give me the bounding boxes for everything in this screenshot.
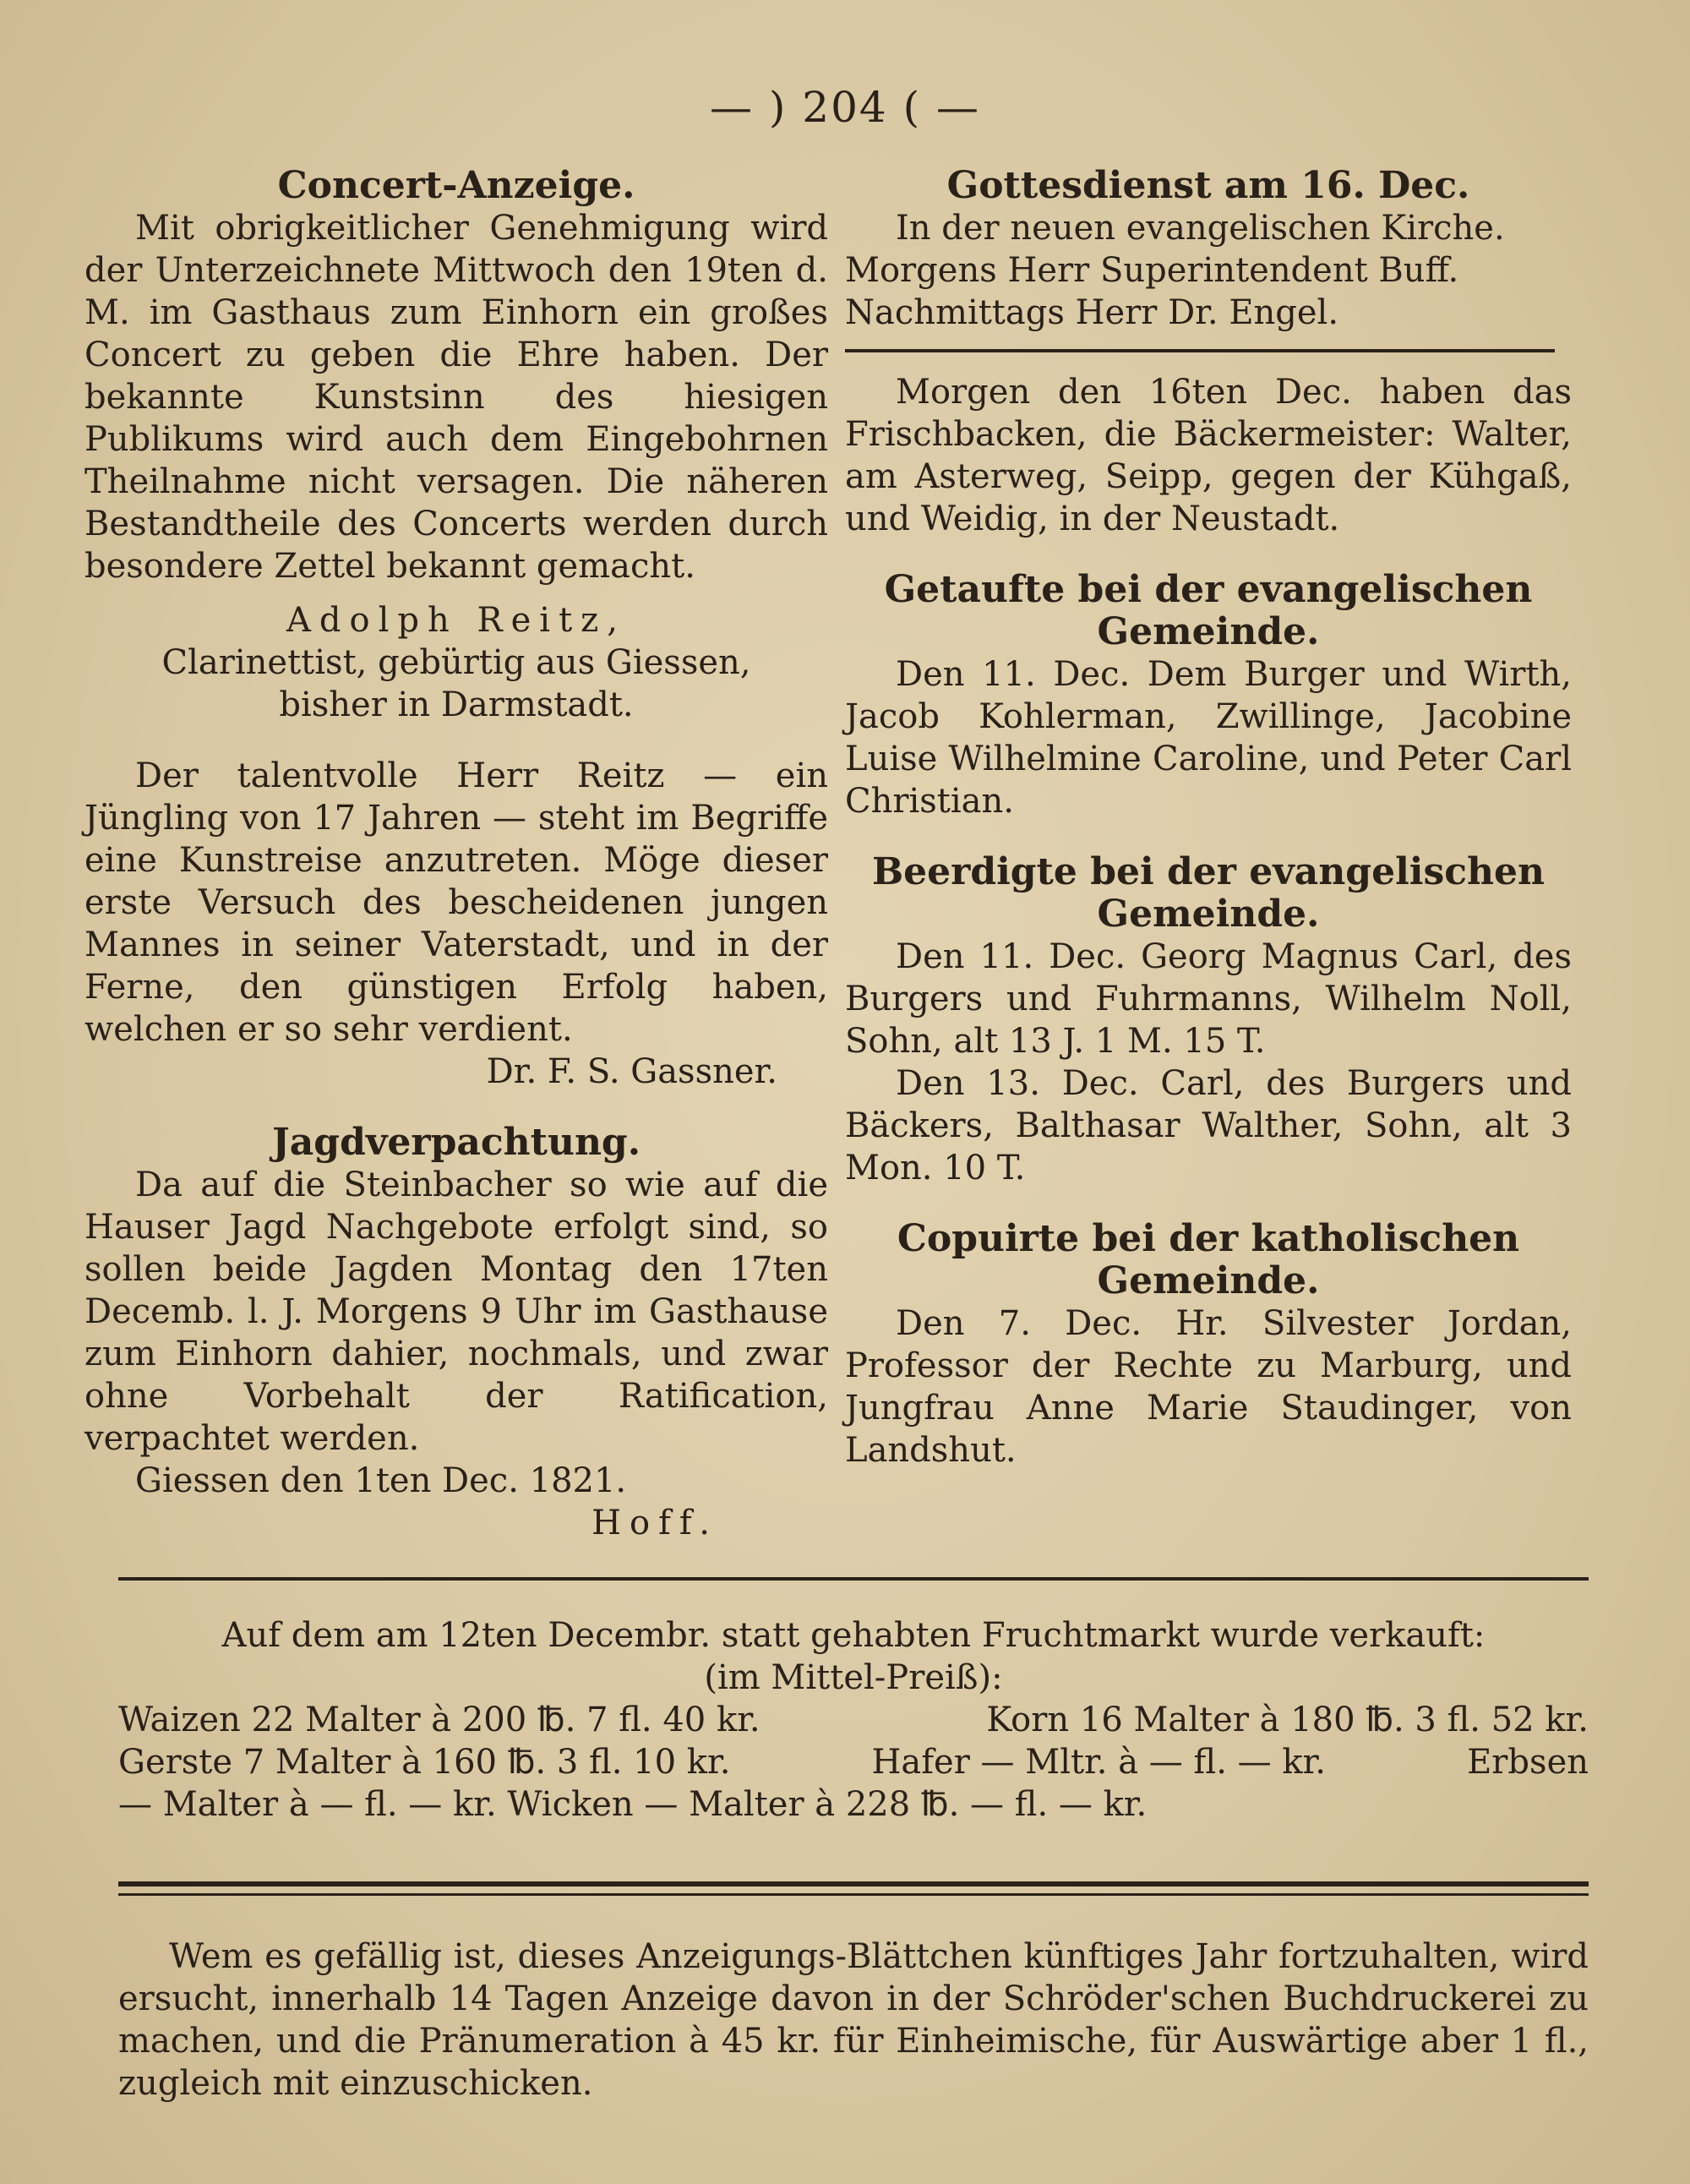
concert-signer-name: Adolph Reitz, <box>286 601 626 640</box>
market-peas: Erbsen <box>1467 1743 1589 1782</box>
service-line-1: In der neuen evangelischen Kirche. <box>896 209 1505 248</box>
market-oats: Hafer — Mltr. à — fl. — kr. <box>871 1743 1327 1782</box>
concert-signer-place: bisher in Darmstadt. <box>279 685 634 724</box>
bakers-notice: Morgen den 16ten Dec. haben das Frischbacken, die Bäckermeister: Walter, am Asterweg, Seipp, gegen der Kühgaß, und Weidig, in der Neustadt. <box>845 373 1572 538</box>
concert-body: Mit obrigkeitlicher Genehmigung wird der Unterzeichnete Mittwoch den 19ten d. M. im Gasthaus zum Einhorn ein großes Concert zu geben die Ehre haben. Der bekannte Kunstsinn des hiesigen Publikums wird auch dem Eingebohrnen Theilnahme nicht versagen. Die näheren Bestandtheile des Concerts werden durch besondere Zettel bekannt gemacht. <box>84 209 828 586</box>
market-vetch: — Malter à — fl. — kr. Wicken — Malter à 228 ℔. — fl. — kr. <box>118 1785 1148 1824</box>
hunt-signer: Hoff. <box>592 1504 718 1542</box>
buried-entry-2: Den 13. Dec. Carl, des Burgers und Bäckers, Balthasar Walther, Sohn, alt 3 Mon. 10 T. <box>845 1064 1572 1188</box>
right-column <box>845 165 1572 1471</box>
divider-line <box>118 1893 1589 1896</box>
hunt-body: Da auf die Steinbacher so wie auf die Hauser Jagd Nachgebote erfolgt sind, so sollen beide Jagden Montag den 17ten Decemb. l. J. Morgens 9 Uhr im Gasthause zum Einhorn dahier, nochmals, und zwar ohne Vorbehalt der Ratification, verpachtet werden. <box>84 1166 828 1458</box>
divider-line <box>118 1577 1589 1581</box>
subscription-notice: Wem es gefällig ist, dieses Anzeigungs-Blättchen künftiges Jahr fortzuhalten, wird ersucht, innerhalb 14 Tagen Anzeige davon in der Schröder'schen Buchdruckerei zu machen, und die Pränumeration à 45 kr. für Einheimische, für Auswärtige aber 1 fl., zugleich mit einzuschicken. <box>118 1937 1589 2103</box>
concert-signer-role: Clarinettist, gebürtig aus Giessen, <box>161 643 751 682</box>
buried-entry-1: Den 11. Dec. Georg Magnus Carl, des Burgers und Fuhrmanns, Wilhelm Noll, Sohn, alt 13 J. 1 M. 15 T. <box>845 937 1572 1061</box>
section-divider <box>845 349 1555 352</box>
left-column <box>84 165 828 1544</box>
market-title: Auf dem am 12ten Decembr. statt gehabten Fruchtmarkt wurde verkauft: <box>221 1616 1486 1655</box>
market-rye: Korn 16 Malter à 180 ℔. 3 fl. 52 kr. <box>986 1701 1589 1739</box>
buried-title: Beerdigte bei der evangelischen Gemeinde. <box>871 850 1546 936</box>
concert-note-signer: Dr. F. S. Gassner. <box>486 1052 777 1091</box>
market-wheat: Waizen 22 Malter à 200 ℔. 7 fl. 40 kr. <box>118 1701 760 1739</box>
hunt-title: Jagdverpachtung. <box>271 1121 641 1164</box>
baptized-title: Getaufte bei der evangelischen Gemeinde. <box>884 568 1533 653</box>
service-line-2: Morgens Herr Superintendent Buff. <box>845 251 1459 290</box>
hunt-place-date: Giessen den 1ten Dec. 1821. <box>135 1461 627 1500</box>
married-title: Copuirte bei der katholischen Gemeinde. <box>897 1217 1520 1302</box>
concert-title: Concert-Anzeige. <box>277 164 635 207</box>
market-barley: Gerste 7 Malter à 160 ℔. 3 fl. 10 kr. <box>118 1743 731 1782</box>
concert-note: Der talentvolle Herr Reitz — ein Jüngling von 17 Jahren — steht im Begriffe eine Kunstreise anzutreten. Möge dieser erste Versuch des bescheidenen jungen Mannes in seiner Vaterstadt, und in der Ferne, den günstigen Erfolg haben, welchen er so sehr verdient. <box>84 756 828 1049</box>
service-title: Gottesdienst am 16. Dec. <box>946 164 1470 207</box>
divider-line <box>118 1881 1589 1886</box>
market-row <box>118 1741 1589 1783</box>
married-body: Den 7. Dec. Hr. Silvester Jordan, Professor der Rechte zu Marburg, und Jungfrau Anne Marie Staudinger, von Landshut. <box>845 1304 1572 1470</box>
market-section <box>118 1614 1589 1826</box>
market-subtitle: (im Mittel-Preiß): <box>704 1658 1003 1697</box>
service-line-3: Nachmittags Herr Dr. Engel. <box>845 293 1339 332</box>
baptized-body: Den 11. Dec. Dem Burger und Wirth, Jacob Kohlerman, Zwillinge, Jacobine Luise Wilhelmine Caroline, und Peter Carl Christian. <box>845 655 1572 821</box>
page-number: — ) 204 ( — <box>709 83 981 132</box>
market-row <box>118 1699 1589 1741</box>
